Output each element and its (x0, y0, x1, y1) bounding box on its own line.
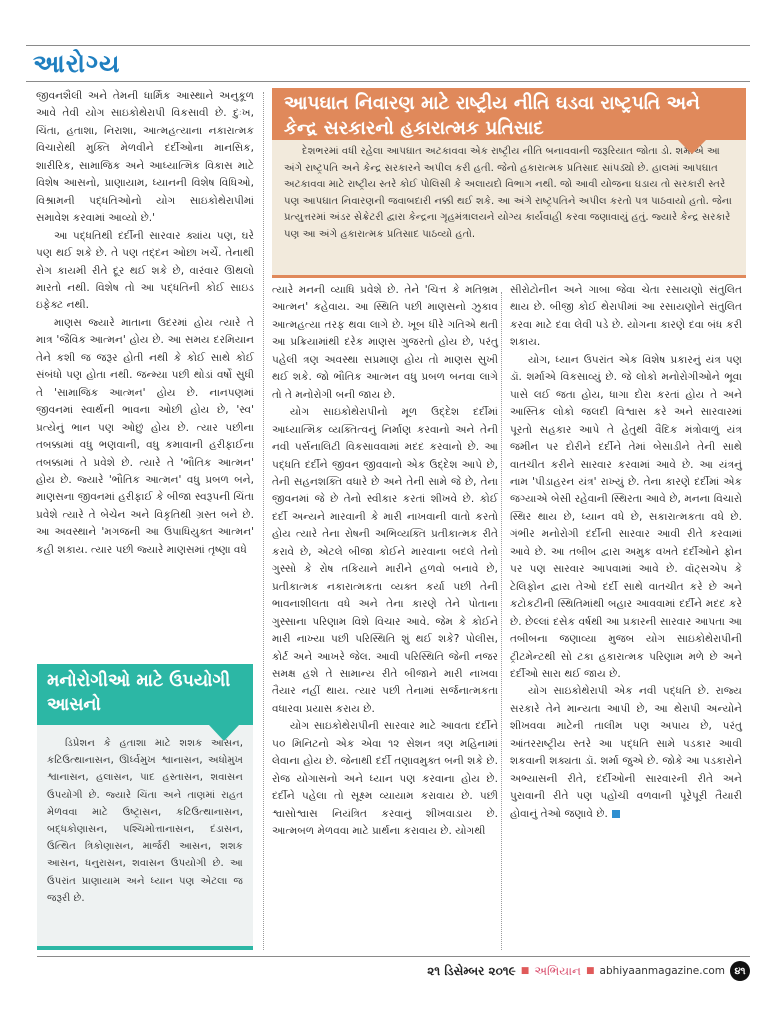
paragraph: આ પદ્ધતિથી દર્દીની સારવાર ક્યાંય પણ, ઘરે પણ થઈ શકે છે. તે પણ તદ્દન ઓછા ખર્ચે. તેનાથી રોગ કાયમી રીતે દૂર થઈ શકે છે, વારંવાર ઊથલો મારતો નથી. વિશેષ તો આ પદ્ધતિની કોઈ સાઇડ ઇફેક્ટ નથી. (36, 229, 254, 312)
box-body: દેશભરમાં વધી રહેલા આપઘાત અટકાવવા એક રાષ્ટ્રીય નીતિ બનાવવાની જરૂરિયાત જોતા ડો. શર્માએ આ અંગે રાષ્ટ્રપતિ અને કેન્દ્ર સરકારને અપીલ કરી હતી. જેનો હકારાત્મક પ્રતિસાદ સાંપડ્યો છે. હાલમાં આપઘાત અટકાવવા માટે રાષ્ટ્રીય સ્તરે કોઈ પોલિસી કે અલાયદો વિભાગ નથી. જો આવી યોજના ઘડાય તો સરકારી સ્તરે પણ આપઘાત નિવારણની જવાબદારી નક્કી થઈ શકે. આ અંગે રાષ્ટ્રપતિને અપીલ કરતો પત્ર પાઠવાયો હતો. જેના પ્રત્યુત્તરમાં અંડર સેક્રેટરી દ્વારા કેન્દ્રના ગૃહમંત્રાલયને યોગ્ય કાર્યવાહી કરવા જણાવાયું હતું. જ્યારે કેન્દ્ર સરકારે પણ આ અંગે હકારાત્મક પ્રતિસાદ પાઠવ્યો હતો. (284, 146, 732, 240)
header-rule (26, 81, 750, 82)
paragraph: સીરોટોનીન અને ગાબા જેવા ચેતા રસાયણો સંતુલિત થાય છે. બીજી કોઈ થેરાપીમાં આ રસાયણોને સંતુલિત કરવા માટે દવા લેવી પડે છે. યોગના કારણે દવા બંધ કરી શકાય. (510, 284, 742, 349)
box-notch (678, 140, 706, 154)
column-divider (263, 92, 264, 950)
box-body: ડિપ્રેશન કે હતાશા માટે શશક આસન, કટિઉત્થાનાસન, ઊર્ધ્વમુખ શ્વાનાસન, અધોમુખ શ્વાનાસન, હલાસન, પાદ હસ્તાસન, શવાસન ઉપયોગી છે. જ્યારે ચિંતા અને તાણમાં રાહત મેળવવા માટે ઉષ્ટ્રાસન, કટિઉત્થાનાસન, બદ્ધકોણાસન, પશ્ચિમોત્તાનાસન, દંડાસન, ઉત્થિત ત્રિકોણાસન, માર્જરી આસન, શશક આસન, ધનુરાસન, શવાસન ઉપયોગી છે. આ ઉપરાંત પ્રાણાયામ અને ધ્યાન પણ એટલા જ જરૂરી છે. (47, 738, 243, 904)
separator-icon: ■ (586, 966, 595, 976)
paragraph: જીવનશૈલી અને તેમની ધાર્મિક આસ્થાને અનુકૂળ આવે તેવી યોગ સાઇકોથેરાપી વિકસાવી છે. દુઃખ, ચિંતા, હતાશા, નિરાશા, આત્મહત્યાના નકારાત્મક વિચારોથી મુક્તિ મેળવીને દર્દીઓના માનસિક, શારીરિક, સામાજિક અને આધ્યાત્મિક વિકાસ માટે વિશેષ આસનો, પ્રાણાયામ, ધ્યાનની વિશેષ વિધિઓ, વિશ્રામની પદ્ધતિઓનો યોગ સાઇકોથેરાપીમાં સમાવેશ કરવામાં આવ્યો છે.' (36, 90, 254, 225)
article-column-3 (510, 282, 742, 823)
issue-date: ૨૧ ડિસેમ્બર ૨૦૧૯ (427, 963, 516, 978)
article-column-2 (272, 282, 498, 841)
box-bottom-bar (37, 946, 253, 950)
article-column-1 (36, 88, 254, 559)
box-notch (209, 725, 239, 741)
paragraph: યોગ, ધ્યાન ઉપરાંત એક વિશેષ પ્રકારનું યંત્ર પણ ડૉ. શર્માએ વિકસાવ્યું છે. જે લોકો મનોરોગીઓને ભૂવા પાસે લઈ જતા હોય, ધાગા દોરા કરતાં હોય તે અને આસ્તિક લોકો જલદી વિશ્વાસ કરે અને સારવારમાં પૂરતો સહકાર આપે તે હેતુથી વૈદિક મંત્રોવાળું યંત્ર જમીન પર દોરીને દર્દીને તેમાં બેસાડીને તેની સાથે વાતચીત કરીને સારવાર કરવામાં આવે છે. આ યંત્રનું નામ 'પીડાહરન યંત્ર' રાખ્યું છે. તેના કારણે દર્દીમાં એક જગ્યાએ બેસી રહેવાની સ્થિરતા આવે છે, મનના વિચારો સ્થિર થાય છે, ધ્યાન વધે છે, સકારાત્મકતા વધે છે. ગંભીર મનોરોગી દર્દીની સારવાર આવી રીતે કરવામાં આવે છે. આ તબીબ દ્વારા અમુક વખતે દર્દીઓને ફોન પર પણ સારવાર આપવામાં આવે છે. વૉટ્સએપ કે ટેલિફોન દ્વારા તેઓ દર્દી સાથે વાતચીત કરે છે અને કટોકટીની સ્થિતિમાંથી બહાર આવવામાં દર્દીને મદદ કરે છે. છેલ્લાં દસેક વર્ષથી આ પ્રકારની સારવાર આપતા આ તબીબના જણાવ્યા મુજબ યોગ સાઇકોથેરાપીની ટ્રીટમેન્ટથી સો ટકા હકારાત્મક પરિણામ મળે છે અને દર્દીઓ સારા થઈ જાય છે. (510, 353, 742, 680)
section-title: આરોગ્ય (33, 49, 121, 78)
top-rule (26, 45, 750, 46)
paragraph: યોગ સાઇકોથેરાપીનો મૂળ ઉદ્દેશ દર્દીમાં આધ્યાત્મિક વ્યક્તિત્વનું નિર્માણ કરવાનો અને તેની નવી પર્સનાલિટી વિકસાવવામાં મદદ કરવાનો છે. આ પદ્ધતિ દર્દીને જીવન જીવવાનો એક ઉદ્દેશ આપે છે, તેની સહનશક્તિ વધારે છે અને તેની સામે જે છે, તેના જીવનમાં જે છે તેનો સ્વીકાર કરતાં શીખવે છે. કોઈ દર્દી અન્યને મારવાની કે મારી નાખવાની વાતો કરતો હોય ત્યારે તેના રોષની અભિવ્યક્તિ પ્રતીકાત્મક રીતે કરાવે છે, એટલે બીજા કોઈને મારવાના બદલે તેનો ગુસ્સો કે રોષ તકિયાને મારીને હળવો બનાવે છે, પ્રતીકાત્મક નકારાત્મકતા વ્યક્ત કર્યા પછી તેની ભાવનાશીલતા વધે અને તેના કારણે તેને પોતાના ગુસ્સાના પરિણામ વિશે વિચાર આવે. જેમ કે કોઈને મારી નાખ્યા પછી પરિસ્થિતિ શું થઈ શકે? પોલીસ, કોર્ટ અને આખરે જેલ. આવી પરિસ્થિતિ જેની નજર સમક્ષ હશે તે સામાન્ય રીતે બીજાને મારી નાખવા તૈયાર નહીં થાય. ત્યાર પછી તેનામાં સર્જનાત્મકતા વધારવા પ્રયાસ કરાય છે. (272, 406, 498, 715)
column-divider (501, 292, 502, 950)
footer-rule (37, 956, 750, 957)
end-mark-icon (612, 810, 620, 818)
sidebar-box-asanas (37, 664, 253, 950)
box-bottom-bar (272, 275, 746, 278)
box-title: મનોરોગીઓ માટે ઉપયોગી આસનો (37, 664, 253, 725)
magazine-name: અભિયાન (534, 963, 581, 978)
sidebar-box-suicide-prevention (272, 88, 746, 278)
website-link[interactable]: abhiyaanmagazine.com (599, 965, 725, 977)
page-number: ૪૧ (730, 961, 750, 981)
paragraph (510, 683, 742, 823)
paragraph: માણસ જ્યારે માતાના ઉદરમાં હોય ત્યારે તે માત્ર 'જૈવિક આત્મન' હોય છે. આ સમય દરમિયાન તેને કશી જ જરૂર હોતી નથી કે કોઈ સાથે કોઈ સંબંધો પણ હોતા નથી. જન્મ્યા પછી થોડાં વર્ષો સુધી તે 'સામાજિક આત્મન' હોય છે. નાનપણમાં જીવનમાં સ્વાર્થની ભાવના ઓછી હોય છે, 'સ્વ' પ્રત્યેનું ભાન પણ ઓછું હોય છે. ત્યાર પછીના તબક્કામાં વધુ ભણવાની, વધુ કમાવાની હરીફાઈના તબક્કામાં તે પ્રવેશે છે. ત્યારે તે 'ભૌતિક આત્મન' હોય છે. જ્યારે 'ભૌતિક આત્મન' વધુ પ્રબળ બને, માણસના જીવનમાં હરીફાઈ કે બીજા સ્વરૂપની ચિંતા પ્રવેશે ત્યારે તે બેચેન અને વિકૃતિથી ગ્રસ્ત બને છે. આ અવસ્થાને 'મગજની આ ઉપાધિયુક્ત આત્મન' કહી શકાય. ત્યાર પછી જ્યારે માણસમાં તૃષ્ણા વધે (36, 316, 254, 556)
paragraph: યોગ સાઇકોથેરાપીની સારવાર માટે આવતા દર્દીને ૫૦ મિનિટનો એક એવા ૧૨ સેશન ત્રણ મહિનામાં લેવાના હોય છે. જેનાથી દર્દી તણાવમુક્ત બની શકે છે. રોજ યોગાસનો અને ધ્યાન પણ કરવાના હોય છે. દર્દીને પહેલા તો સૂક્ષ્મ વ્યાયામ કરાવાય છે. પછી શ્વાસોશ્વાસ નિયંત્રિત કરવાનું શીખવાડાય છે. આત્મબળ મેળવવા માટે પ્રાર્થના કરાવાય છે. યોગથી (272, 720, 498, 838)
paragraph-text: યોગ સાઇકોથેરાપી એક નવી પદ્ધતિ છે. રાજ્ય સરકારે તેને માન્યતા આપી છે, આ થેરાપી અન્યોને શીખવવા માટેની તાલીમ પણ અપાય છે, પરંતુ આંતરરાષ્ટ્રીય સ્તરે આ પદ્ધતિ સામે પડકાર આવી શકવાની શક્યતા ડૉ. શર્મા જુએ છે. જોકે આ પડકારોને અભ્યાસની રીતે, દર્દીઓની સારવારની રીતે અને પુરાવાની રીતે પણ પહોંચી વળવાની પૂરેપૂરી તૈયારી હોવાનું તેઓ જણાવે છે. (510, 685, 742, 820)
box-title: આપઘાત નિવારણ માટે રાષ્ટ્રીય નીતિ ઘડવા રાષ્ટ્રપતિ અને કેન્દ્ર સરકારનો હકારાત્મક પ્રતિસાદ (272, 88, 746, 140)
page-footer (427, 960, 750, 982)
paragraph: ત્યારે મનની વ્યાધિ પ્રવેશે છે. તેને 'ચિત્ત કે મતિભ્રમ આત્મન' કહેવાય. આ સ્થિતિ પછી માણસનો ઝુકાવ આત્મહત્યા તરફ થવા લાગે છે. ખૂબ ધીરે ગતિએ થતી આ પ્રક્રિયામાંથી દરેક માણસ ગુજરતો હોય છે, પરંતુ પહેલી ત્રણ અવસ્થા સપ્રમાણ હોય તો માણસ સુખી થઈ શકે. જો ભૌતિક આત્મન વધુ પ્રબળ બનવા લાગે તો તે મનોરોગી બની જાય છે. (272, 284, 498, 401)
separator-icon: ■ (520, 966, 530, 976)
